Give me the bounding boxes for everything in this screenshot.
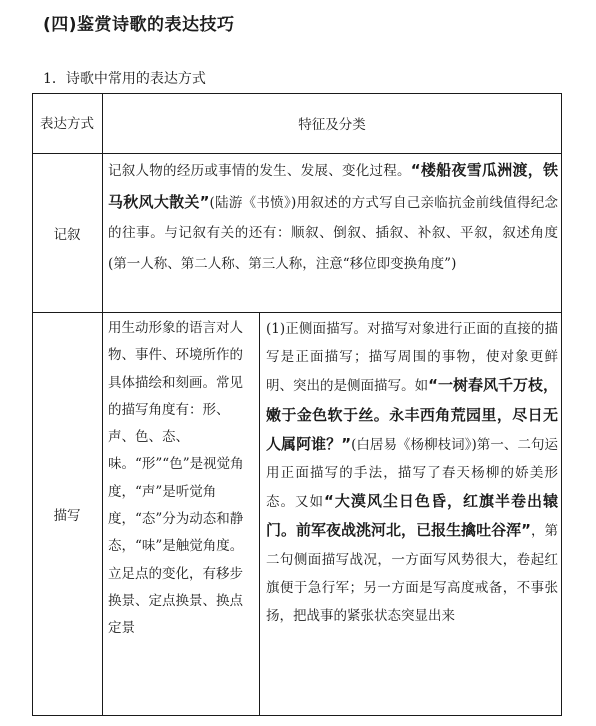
table-border-bottom [32, 715, 562, 716]
detail-text-2: (白居易《杨柳枝词》)第一、二句运用正面描写的手法，描写了春天杨柳的娇美形态。又如 [266, 436, 558, 511]
table-row-divider [32, 312, 562, 313]
narration-text-2: (陆游《书愤》)用叙述的方式写自己亲临抗金前线值得纪念的往事。与记叙有关的还有：顺叙、倒叙、插叙、补叙、平叙，叙述角度(第一人称、第二人称、第三人称，注意“移位即变换角度”) [108, 194, 558, 272]
narration-text-1: 记叙人物的经历或事情的发生、发展、变化过程。 [108, 163, 411, 179]
row-label-narration: 记叙 [53, 226, 81, 243]
detail-poem-quote-2: “大漠风尘日色昏，红旗半卷出辕门。前军夜战洮河北，已报生擒吐谷浑” [266, 492, 558, 540]
narration-description [108, 153, 558, 279]
table-border-right [561, 93, 562, 716]
detail-text-3: ，第二句侧面描写战况，一方面写风势很大，卷起红旗便于急行军；另一方面是写高度戒备，不事张扬，把战事的紧张状态突显出来 [266, 523, 558, 625]
description-detail [266, 315, 558, 630]
page-title: (四)鉴赏诗歌的表达技巧 [43, 15, 235, 35]
table-inner-divider [259, 312, 260, 716]
header-expression-method: 表达方式 [40, 115, 94, 132]
detail-text-1: (1)正侧面描写。对描写对象进行正面的直接的描写是正面描写；描写周围的事物，使对象更鲜明、突出的是侧面描写。如 [266, 321, 558, 395]
table-column-divider [102, 93, 103, 716]
narration-poem-quote: “楼船夜雪瓜洲渡，铁马秋风大散关” [108, 161, 559, 211]
description-definition: 用生动形象的语言对人物、事件、环境所作的具体描绘和刻画。常见的描写角度有：形、声、色、态、味。“形”“色”是视觉角度，“声”是听觉角度，“态”分为动态和静态，“味”是触觉角度。立足点的变化，有移步换景、定点换景、换点定景 [108, 320, 244, 637]
expression-methods-table [32, 93, 562, 716]
section-heading: 1．诗歌中常用的表达方式 [43, 71, 206, 87]
row-label-description: 描写 [53, 508, 81, 524]
header-features-categories: 特征及分类 [298, 117, 366, 133]
detail-poem-quote-1: “一树春风千万枝，嫩于金色软于丝。永丰西角荒园里，尽日无人属阿谁？” [266, 376, 559, 453]
